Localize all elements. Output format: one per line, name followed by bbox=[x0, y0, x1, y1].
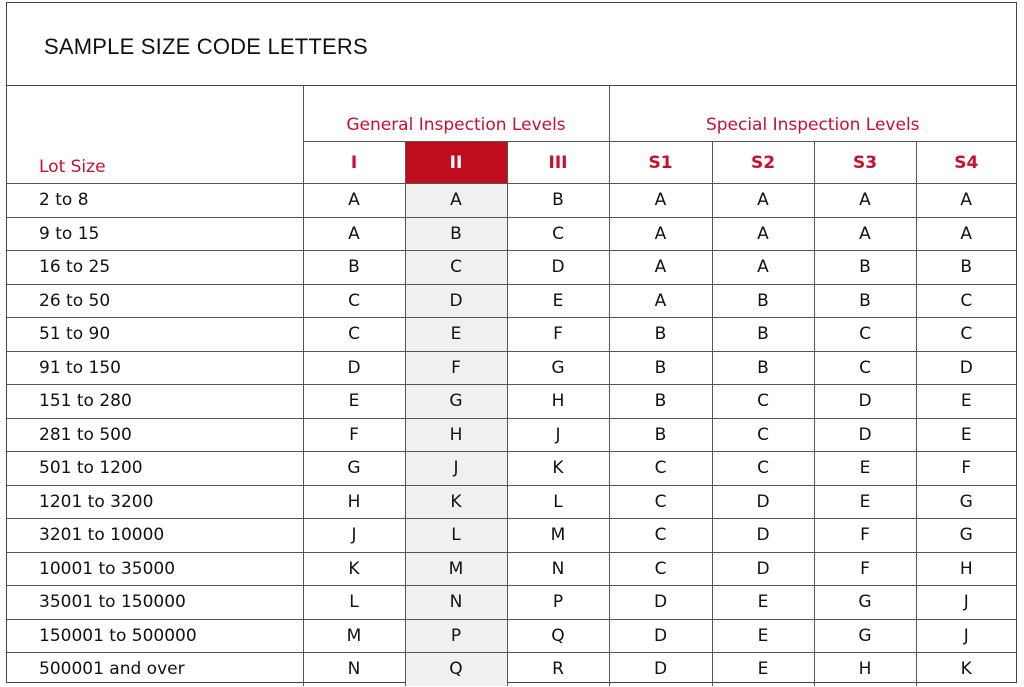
code-letter-cell: N bbox=[303, 653, 405, 686]
table-row bbox=[7, 351, 1016, 385]
code-letter-cell: E bbox=[712, 619, 814, 653]
code-letter-cell: Q bbox=[405, 653, 507, 686]
code-letter-cell: C bbox=[814, 318, 916, 352]
lot-size-cell: 51 to 90 bbox=[7, 318, 303, 352]
lot-size-cell: 3201 to 10000 bbox=[7, 519, 303, 553]
code-letter-cell: C bbox=[609, 485, 712, 519]
lot-size-cell: 151 to 280 bbox=[7, 385, 303, 419]
title-bar bbox=[7, 3, 1016, 86]
code-letter-cell: C bbox=[916, 318, 1016, 352]
code-letter-cell: D bbox=[814, 418, 916, 452]
code-letter-cell: Q bbox=[507, 619, 609, 653]
code-letter-cell: D bbox=[507, 251, 609, 285]
lot-size-cell: 2 to 8 bbox=[7, 184, 303, 218]
code-letter-cell: B bbox=[405, 217, 507, 251]
code-letter-cell: P bbox=[405, 619, 507, 653]
code-letter-cell: D bbox=[609, 619, 712, 653]
code-letter-cell: B bbox=[916, 251, 1016, 285]
code-letter-cell: J bbox=[405, 452, 507, 486]
code-letter-cell: C bbox=[712, 418, 814, 452]
code-letter-cell: C bbox=[405, 251, 507, 285]
code-letter-cell: G bbox=[507, 351, 609, 385]
code-letter-cell: A bbox=[609, 217, 712, 251]
table-row bbox=[7, 184, 1016, 218]
code-letter-cell: K bbox=[916, 653, 1016, 686]
code-letter-cell: E bbox=[405, 318, 507, 352]
lot-size-cell: 501 to 1200 bbox=[7, 452, 303, 486]
lot-size-cell: 500001 and over bbox=[7, 653, 303, 686]
code-letter-cell: A bbox=[814, 217, 916, 251]
code-letter-cell: M bbox=[405, 552, 507, 586]
lot-size-cell: 91 to 150 bbox=[7, 351, 303, 385]
table-row bbox=[7, 251, 1016, 285]
code-letter-cell: G bbox=[405, 385, 507, 419]
code-letter-cell: K bbox=[507, 452, 609, 486]
lot-size-cell: 1201 to 3200 bbox=[7, 485, 303, 519]
code-letter-cell: A bbox=[712, 251, 814, 285]
code-letter-cell: E bbox=[814, 452, 916, 486]
table-body bbox=[7, 184, 1016, 686]
code-letter-cell: C bbox=[303, 318, 405, 352]
table-row bbox=[7, 552, 1016, 586]
code-letter-cell: A bbox=[303, 184, 405, 218]
code-letter-cell: J bbox=[916, 619, 1016, 653]
code-letter-cell: G bbox=[916, 485, 1016, 519]
code-letter-cell: B bbox=[609, 351, 712, 385]
code-letter-cell: H bbox=[916, 552, 1016, 586]
code-letter-cell: J bbox=[916, 586, 1016, 620]
code-letter-cell: D bbox=[609, 653, 712, 686]
code-letter-cell: D bbox=[712, 519, 814, 553]
code-letter-cell: C bbox=[507, 217, 609, 251]
code-letter-cell: F bbox=[814, 519, 916, 553]
code-letter-cell: F bbox=[405, 351, 507, 385]
code-letter-cell: N bbox=[405, 586, 507, 620]
code-letter-cell: L bbox=[507, 485, 609, 519]
code-letter-cell: H bbox=[507, 385, 609, 419]
table-row bbox=[7, 619, 1016, 653]
code-letter-cell: J bbox=[507, 418, 609, 452]
code-letter-cell: L bbox=[405, 519, 507, 553]
code-letter-cell: C bbox=[712, 452, 814, 486]
lot-size-cell: 10001 to 35000 bbox=[7, 552, 303, 586]
code-letter-cell: A bbox=[609, 251, 712, 285]
code-letter-cell: F bbox=[814, 552, 916, 586]
code-letter-cell: D bbox=[814, 385, 916, 419]
level-header-highlighted: II bbox=[405, 142, 507, 184]
code-letter-cell: K bbox=[405, 485, 507, 519]
code-letter-cell: G bbox=[814, 619, 916, 653]
level-header: S4 bbox=[916, 142, 1016, 184]
code-letter-cell: A bbox=[712, 217, 814, 251]
table-row bbox=[7, 318, 1016, 352]
code-letter-cell: A bbox=[916, 184, 1016, 218]
code-letter-cell: F bbox=[916, 452, 1016, 486]
lot-size-cell: 9 to 15 bbox=[7, 217, 303, 251]
code-letter-cell: C bbox=[609, 452, 712, 486]
level-header: III bbox=[507, 142, 609, 184]
code-letter-cell: F bbox=[507, 318, 609, 352]
code-letter-cell: E bbox=[507, 284, 609, 318]
code-letter-cell: F bbox=[303, 418, 405, 452]
code-letter-cell: B bbox=[507, 184, 609, 218]
code-letter-cell: E bbox=[712, 653, 814, 686]
code-letter-cell: E bbox=[916, 385, 1016, 419]
code-letter-cell: A bbox=[609, 284, 712, 318]
code-letter-cell: C bbox=[303, 284, 405, 318]
code-letter-cell: B bbox=[303, 251, 405, 285]
code-letter-cell: B bbox=[609, 385, 712, 419]
level-header: S2 bbox=[712, 142, 814, 184]
code-letter-cell: G bbox=[814, 586, 916, 620]
code-letter-cell: C bbox=[814, 351, 916, 385]
sample-size-table-frame bbox=[6, 2, 1017, 683]
code-letter-cell: R bbox=[507, 653, 609, 686]
table-row bbox=[7, 385, 1016, 419]
code-letter-table bbox=[7, 85, 1016, 686]
table-row bbox=[7, 452, 1016, 486]
code-letter-cell: E bbox=[916, 418, 1016, 452]
lot-size-header: Lot Size bbox=[7, 85, 303, 184]
code-letter-cell: E bbox=[712, 586, 814, 620]
general-inspection-header: General Inspection Levels bbox=[303, 85, 609, 142]
code-letter-cell: D bbox=[609, 586, 712, 620]
code-letter-cell: C bbox=[916, 284, 1016, 318]
code-letter-cell: B bbox=[712, 351, 814, 385]
code-letter-cell: E bbox=[814, 485, 916, 519]
code-letter-cell: A bbox=[814, 184, 916, 218]
code-letter-cell: A bbox=[916, 217, 1016, 251]
level-header: I bbox=[303, 142, 405, 184]
code-letter-cell: B bbox=[609, 318, 712, 352]
table-row bbox=[7, 519, 1016, 553]
code-letter-cell: G bbox=[916, 519, 1016, 553]
code-letter-cell: H bbox=[303, 485, 405, 519]
lot-size-cell: 150001 to 500000 bbox=[7, 619, 303, 653]
code-letter-cell: B bbox=[609, 418, 712, 452]
lot-size-cell: 281 to 500 bbox=[7, 418, 303, 452]
code-letter-cell: K bbox=[303, 552, 405, 586]
code-letter-cell: L bbox=[303, 586, 405, 620]
code-letter-cell: D bbox=[916, 351, 1016, 385]
code-letter-cell: C bbox=[712, 385, 814, 419]
code-letter-cell: D bbox=[303, 351, 405, 385]
code-letter-cell: H bbox=[405, 418, 507, 452]
code-letter-cell: N bbox=[507, 552, 609, 586]
code-letter-cell: C bbox=[609, 552, 712, 586]
code-letter-cell: A bbox=[609, 184, 712, 218]
code-letter-cell: J bbox=[303, 519, 405, 553]
lot-size-cell: 26 to 50 bbox=[7, 284, 303, 318]
table-row bbox=[7, 217, 1016, 251]
code-letter-cell: A bbox=[405, 184, 507, 218]
group-header-row bbox=[7, 85, 1016, 142]
level-header: S1 bbox=[609, 142, 712, 184]
table-row bbox=[7, 586, 1016, 620]
code-letter-cell: D bbox=[712, 485, 814, 519]
page-title: SAMPLE SIZE CODE LETTERS bbox=[44, 34, 368, 59]
code-letter-cell: G bbox=[303, 452, 405, 486]
code-letter-cell: P bbox=[507, 586, 609, 620]
lot-size-cell: 35001 to 150000 bbox=[7, 586, 303, 620]
code-letter-cell: B bbox=[712, 284, 814, 318]
code-letter-cell: A bbox=[303, 217, 405, 251]
code-letter-cell: C bbox=[609, 519, 712, 553]
code-letter-cell: B bbox=[814, 284, 916, 318]
code-letter-cell: M bbox=[507, 519, 609, 553]
level-header: S3 bbox=[814, 142, 916, 184]
code-letter-cell: B bbox=[814, 251, 916, 285]
code-letter-cell: M bbox=[303, 619, 405, 653]
code-letter-cell: B bbox=[712, 318, 814, 352]
special-inspection-header: Special Inspection Levels bbox=[609, 85, 1016, 142]
lot-size-cell: 16 to 25 bbox=[7, 251, 303, 285]
table-row bbox=[7, 284, 1016, 318]
code-letter-cell: A bbox=[712, 184, 814, 218]
table-row bbox=[7, 485, 1016, 519]
code-letter-cell: D bbox=[712, 552, 814, 586]
code-letter-cell: E bbox=[303, 385, 405, 419]
table-row bbox=[7, 418, 1016, 452]
code-letter-cell: D bbox=[405, 284, 507, 318]
table-row bbox=[7, 653, 1016, 686]
code-letter-cell: H bbox=[814, 653, 916, 686]
